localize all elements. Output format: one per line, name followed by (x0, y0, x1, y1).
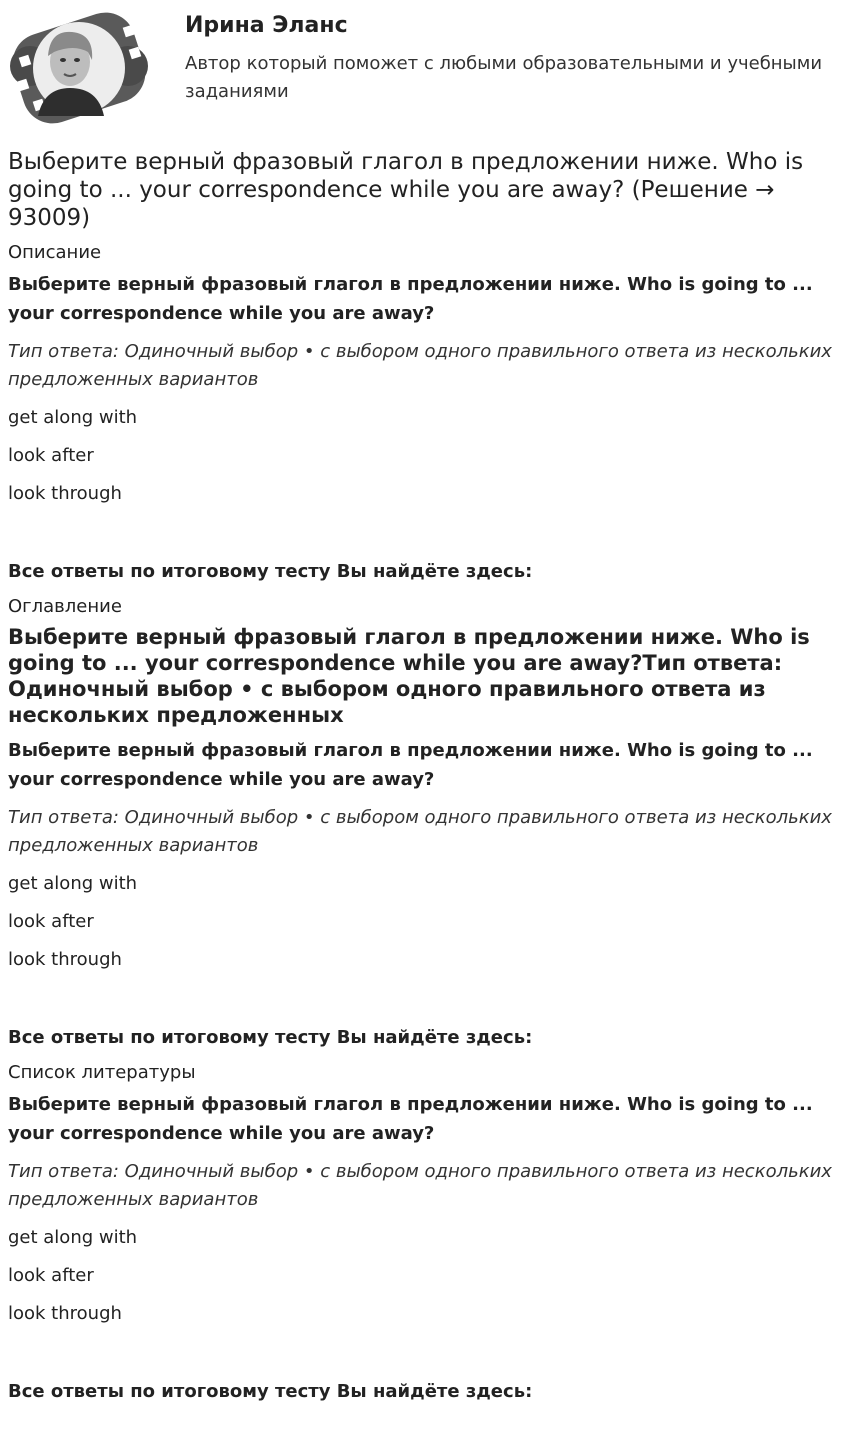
page-title: Выберите верный фразовый глагол в предложении ниже. Who is going to ... your correspondence while you are away? (Решение → 93009) (8, 149, 804, 231)
spacer (8, 984, 840, 1024)
answer-option: look after (8, 911, 94, 932)
answer-option: look through (8, 949, 122, 970)
all-answers-text: Все ответы по итоговому тесту Вы найдёте здесь: (8, 1027, 533, 1048)
section-label: Оглавление (8, 596, 122, 617)
section-description (8, 242, 840, 586)
answer-type: Тип ответа: Одиночный выбор • с выбором одного правильного ответа из нескольких предложенных вариантов (8, 341, 832, 390)
section-toc (8, 596, 840, 1052)
answer-option: look through (8, 483, 122, 504)
author-block (8, 8, 838, 130)
answer-option: look through (8, 1303, 122, 1324)
all-answers-text: Все ответы по итоговому тесту Вы найдёте здесь: (8, 1381, 533, 1402)
answer-option: look after (8, 1265, 94, 1286)
section-label: Описание (8, 242, 102, 263)
spacer (8, 1338, 840, 1378)
answer-option: get along with (8, 407, 138, 428)
spacer (8, 518, 840, 558)
author-name: Ирина Эланс (185, 13, 348, 38)
question-text: Выберите верный фразовый глагол в предложении ниже. Who is going to ... your correspondence while you are away? (8, 274, 813, 324)
question-text: Выберите верный фразовый глагол в предложении ниже. Who is going to ... your correspondence while you are away? (8, 740, 813, 790)
answer-option: get along with (8, 873, 138, 894)
author-description: Автор который поможет с любыми образовательными и учебными заданиями (185, 53, 823, 102)
answer-option: look after (8, 445, 94, 466)
section-label: Список литературы (8, 1062, 196, 1083)
all-answers-text: Все ответы по итоговому тесту Вы найдёте здесь: (8, 561, 533, 582)
main-content (8, 148, 840, 1416)
answer-type: Тип ответа: Одиночный выбор • с выбором одного правильного ответа из нескольких предложенных вариантов (8, 807, 832, 856)
answer-type: Тип ответа: Одиночный выбор • с выбором одного правильного ответа из нескольких предложенных вариантов (8, 1161, 832, 1210)
toc-heading: Выберите верный фразовый глагол в предложении ниже. Who is going to ... your correspondence while you are away?Тип ответа: Одиночный выбор • с выбором одного правильного ответа из нескольких предложенных (8, 625, 810, 727)
author-avatar (8, 8, 150, 128)
question-text: Выберите верный фразовый глагол в предложении ниже. Who is going to ... your correspondence while you are away? (8, 1094, 813, 1144)
answer-option: get along with (8, 1227, 138, 1248)
section-references (8, 1062, 840, 1406)
